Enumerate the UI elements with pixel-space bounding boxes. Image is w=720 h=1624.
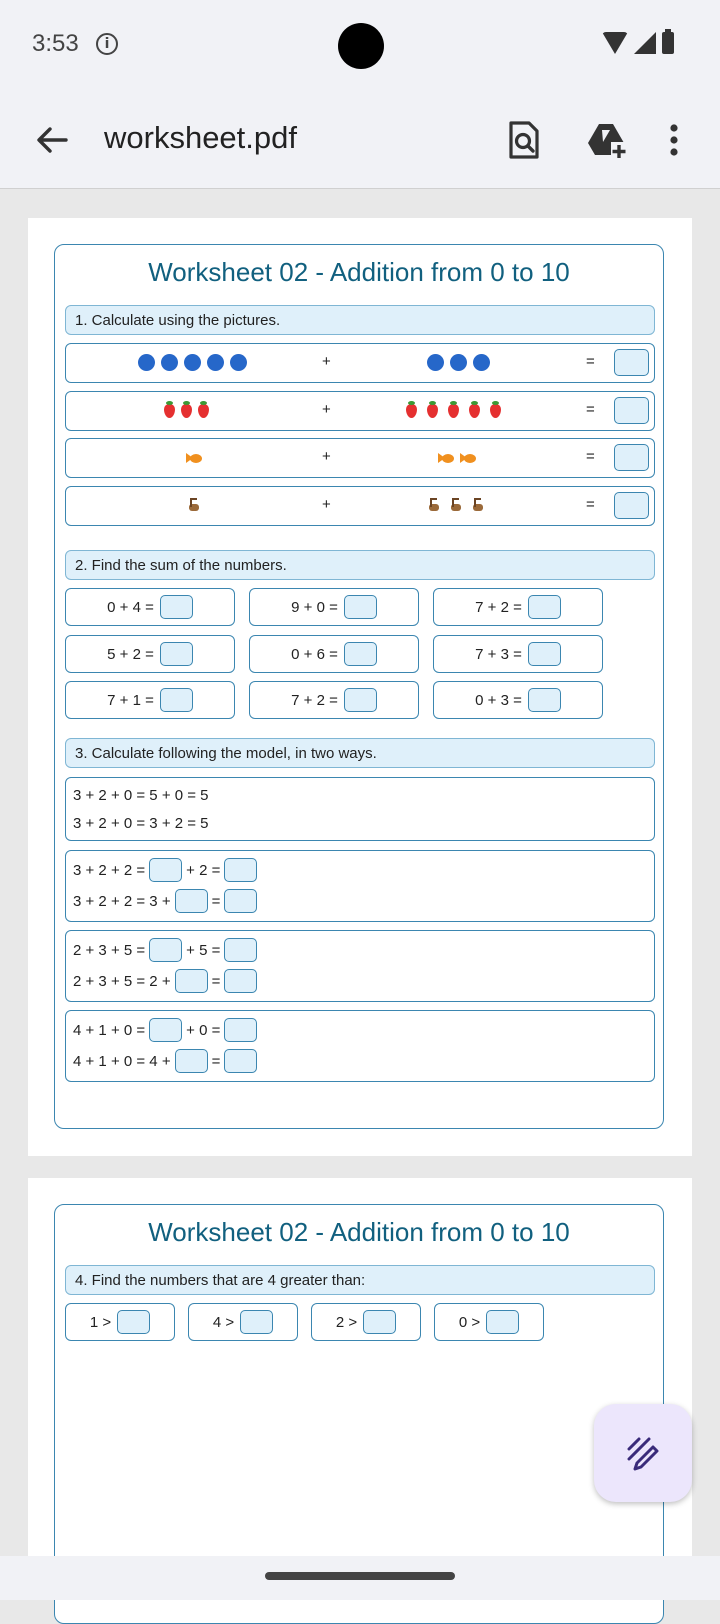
sum-item [65, 681, 235, 719]
section-3-heading: 3. Calculate following the model, in two ways. [65, 738, 655, 768]
answer-box[interactable] [528, 642, 561, 666]
strawberry-icon [181, 404, 192, 418]
picture-row-2 [65, 391, 655, 431]
home-gesture-handle[interactable] [265, 1572, 455, 1580]
answer-box[interactable] [614, 444, 649, 471]
sum-expression: 7 + 2 = [475, 598, 522, 616]
answer-box[interactable] [614, 397, 649, 424]
deer-icon [428, 498, 440, 514]
sum-expression: 5 + 2 = [107, 645, 154, 663]
navigation-bar [0, 1556, 720, 1600]
deer-icon [188, 498, 200, 514]
back-arrow-icon[interactable] [32, 120, 72, 160]
picture-group-left [138, 344, 247, 381]
camera-cutout [338, 23, 384, 69]
picture-group-left [188, 487, 200, 524]
sum-item [65, 635, 235, 673]
expression-middle: = [211, 892, 221, 910]
sum-expression: 0 + 6 = [291, 645, 338, 663]
answer-box[interactable] [175, 969, 208, 993]
greater-than-item [188, 1303, 298, 1341]
answer-box[interactable] [149, 858, 182, 882]
worksheet-title: Worksheet 02 - Addition from 0 to 10 [148, 257, 570, 287]
equals-sign: = [586, 448, 595, 465]
section-1-heading: 1. Calculate using the pictures. [65, 305, 655, 335]
goldfish-icon [460, 453, 476, 463]
equals-sign: = [586, 496, 595, 513]
answer-box[interactable] [363, 1310, 396, 1334]
strawberry-icon [164, 404, 175, 418]
blue-dot [473, 354, 490, 371]
plus-sign: + [322, 401, 331, 418]
goldfish-icon [438, 453, 454, 463]
blue-dot [427, 354, 444, 371]
worksheet-frame [54, 244, 664, 1129]
sum-expression: 0 + 3 = [475, 691, 522, 709]
exercise-3 [65, 1010, 655, 1082]
exercise-line-2 [73, 889, 257, 913]
answer-box[interactable] [344, 595, 377, 619]
exercise-1 [65, 850, 655, 922]
answer-box[interactable] [175, 1049, 208, 1073]
goldfish-icon [186, 453, 202, 463]
model-example [65, 777, 655, 841]
picture-group-left [164, 392, 209, 429]
answer-box[interactable] [149, 938, 182, 962]
answer-box[interactable] [224, 938, 257, 962]
blue-dot [184, 354, 201, 371]
expression-start: 4 + 1 + 0 = 4 + [73, 1052, 171, 1070]
picture-row-3 [65, 438, 655, 478]
pdf-page-2 [28, 1178, 692, 1598]
sum-item [433, 681, 603, 719]
more-options-icon[interactable] [660, 118, 688, 162]
answer-box[interactable] [149, 1018, 182, 1042]
exercise-line-1 [73, 1018, 257, 1042]
picture-row-1 [65, 343, 655, 383]
sum-item [249, 681, 419, 719]
cellular-signal-icon [634, 32, 656, 54]
picture-group-right [438, 439, 476, 476]
greater-than-item [434, 1303, 544, 1341]
strawberry-icon [427, 404, 438, 418]
picture-row-4 [65, 486, 655, 526]
expression-start: 4 + 1 + 0 = [73, 1021, 146, 1039]
exercise-2 [65, 930, 655, 1002]
picture-group-left [186, 439, 202, 476]
strawberry-icon [198, 404, 209, 418]
picture-group-right [406, 392, 501, 429]
answer-box[interactable] [224, 1049, 257, 1073]
expression-middle: + 2 = [186, 861, 221, 879]
answer-box[interactable] [528, 595, 561, 619]
deer-icon [450, 498, 462, 514]
strawberry-icon [490, 404, 501, 418]
expression-start: 3 + 2 + 2 = 3 + [73, 892, 171, 910]
model-line-2: 3 + 2 + 0 = 3 + 2 = 5 [73, 815, 209, 832]
info-icon: i [96, 33, 118, 55]
greater-than-item [311, 1303, 421, 1341]
sum-expression: 7 + 3 = [475, 645, 522, 663]
answer-box[interactable] [240, 1310, 273, 1334]
exercise-line-2 [73, 969, 257, 993]
plus-sign: + [322, 353, 331, 370]
blue-dot [230, 354, 247, 371]
sum-item [433, 588, 603, 626]
sum-item [249, 635, 419, 673]
answer-box[interactable] [160, 642, 193, 666]
picture-group-right [427, 344, 490, 381]
status-time: 3:53 [32, 30, 79, 57]
expression-middle: = [211, 1052, 221, 1070]
answer-box[interactable] [614, 349, 649, 376]
expression-middle: = [211, 972, 221, 990]
answer-box[interactable] [224, 889, 257, 913]
greater-than-expression: 4 > [212, 1313, 235, 1331]
blue-dot [450, 354, 467, 371]
system-icons [602, 32, 674, 54]
answer-box[interactable] [224, 858, 257, 882]
answer-box[interactable] [224, 969, 257, 993]
app-bar [0, 92, 720, 189]
annotate-fab-button[interactable] [594, 1404, 692, 1502]
expression-start: 2 + 3 + 5 = [73, 941, 146, 959]
sum-expression: 7 + 2 = [291, 691, 338, 709]
picture-group-right [428, 487, 484, 524]
blue-dot [207, 354, 224, 371]
sum-expression: 9 + 0 = [291, 598, 338, 616]
answer-box[interactable] [160, 688, 193, 712]
expression-start: 2 + 3 + 5 = 2 + [73, 972, 171, 990]
add-to-drive-icon[interactable] [584, 118, 628, 162]
answer-box[interactable] [175, 889, 208, 913]
sum-expression: 0 + 4 = [107, 598, 154, 616]
answer-box[interactable] [344, 688, 377, 712]
plus-sign: + [322, 448, 331, 465]
expression-start: 3 + 2 + 2 = [73, 861, 146, 879]
wifi-icon [602, 32, 628, 54]
expression-middle: + 5 = [186, 941, 221, 959]
answer-box[interactable] [160, 595, 193, 619]
sum-expression: 7 + 1 = [107, 691, 154, 709]
greater-than-expression: 2 > [335, 1313, 358, 1331]
status-bar [0, 0, 720, 92]
model-line-1: 3 + 2 + 0 = 5 + 0 = 5 [73, 787, 209, 804]
strawberry-icon [469, 404, 480, 418]
answer-box[interactable] [614, 492, 649, 519]
answer-box[interactable] [528, 688, 561, 712]
deer-icon [472, 498, 484, 514]
battery-icon [662, 32, 674, 54]
equals-sign: = [586, 401, 595, 418]
section-2-heading: 2. Find the sum of the numbers. [65, 550, 655, 580]
blue-dot [138, 354, 155, 371]
find-in-document-icon[interactable] [502, 118, 546, 162]
equals-sign: = [586, 353, 595, 370]
edit-pen-icon [623, 1433, 663, 1473]
worksheet-title: Worksheet 02 - Addition from 0 to 10 [148, 1217, 570, 1247]
section-4-heading: 4. Find the numbers that are 4 greater than: [65, 1265, 655, 1295]
answer-box[interactable] [344, 642, 377, 666]
sum-item [433, 635, 603, 673]
exercise-line-1 [73, 858, 257, 882]
greater-than-expression: 0 > [458, 1313, 481, 1331]
exercise-line-1 [73, 938, 257, 962]
answer-box[interactable] [117, 1310, 150, 1334]
sum-item [249, 588, 419, 626]
strawberry-icon [448, 404, 459, 418]
blue-dot [161, 354, 178, 371]
plus-sign: + [322, 496, 331, 513]
answer-box[interactable] [486, 1310, 519, 1334]
greater-than-item [65, 1303, 175, 1341]
greater-than-expression: 1 > [89, 1313, 112, 1331]
exercise-line-2 [73, 1049, 257, 1073]
document-title: worksheet.pdf [104, 120, 297, 155]
answer-box[interactable] [224, 1018, 257, 1042]
strawberry-icon [406, 404, 417, 418]
expression-middle: + 0 = [186, 1021, 221, 1039]
pdf-page-1 [28, 218, 692, 1156]
sum-item [65, 588, 235, 626]
